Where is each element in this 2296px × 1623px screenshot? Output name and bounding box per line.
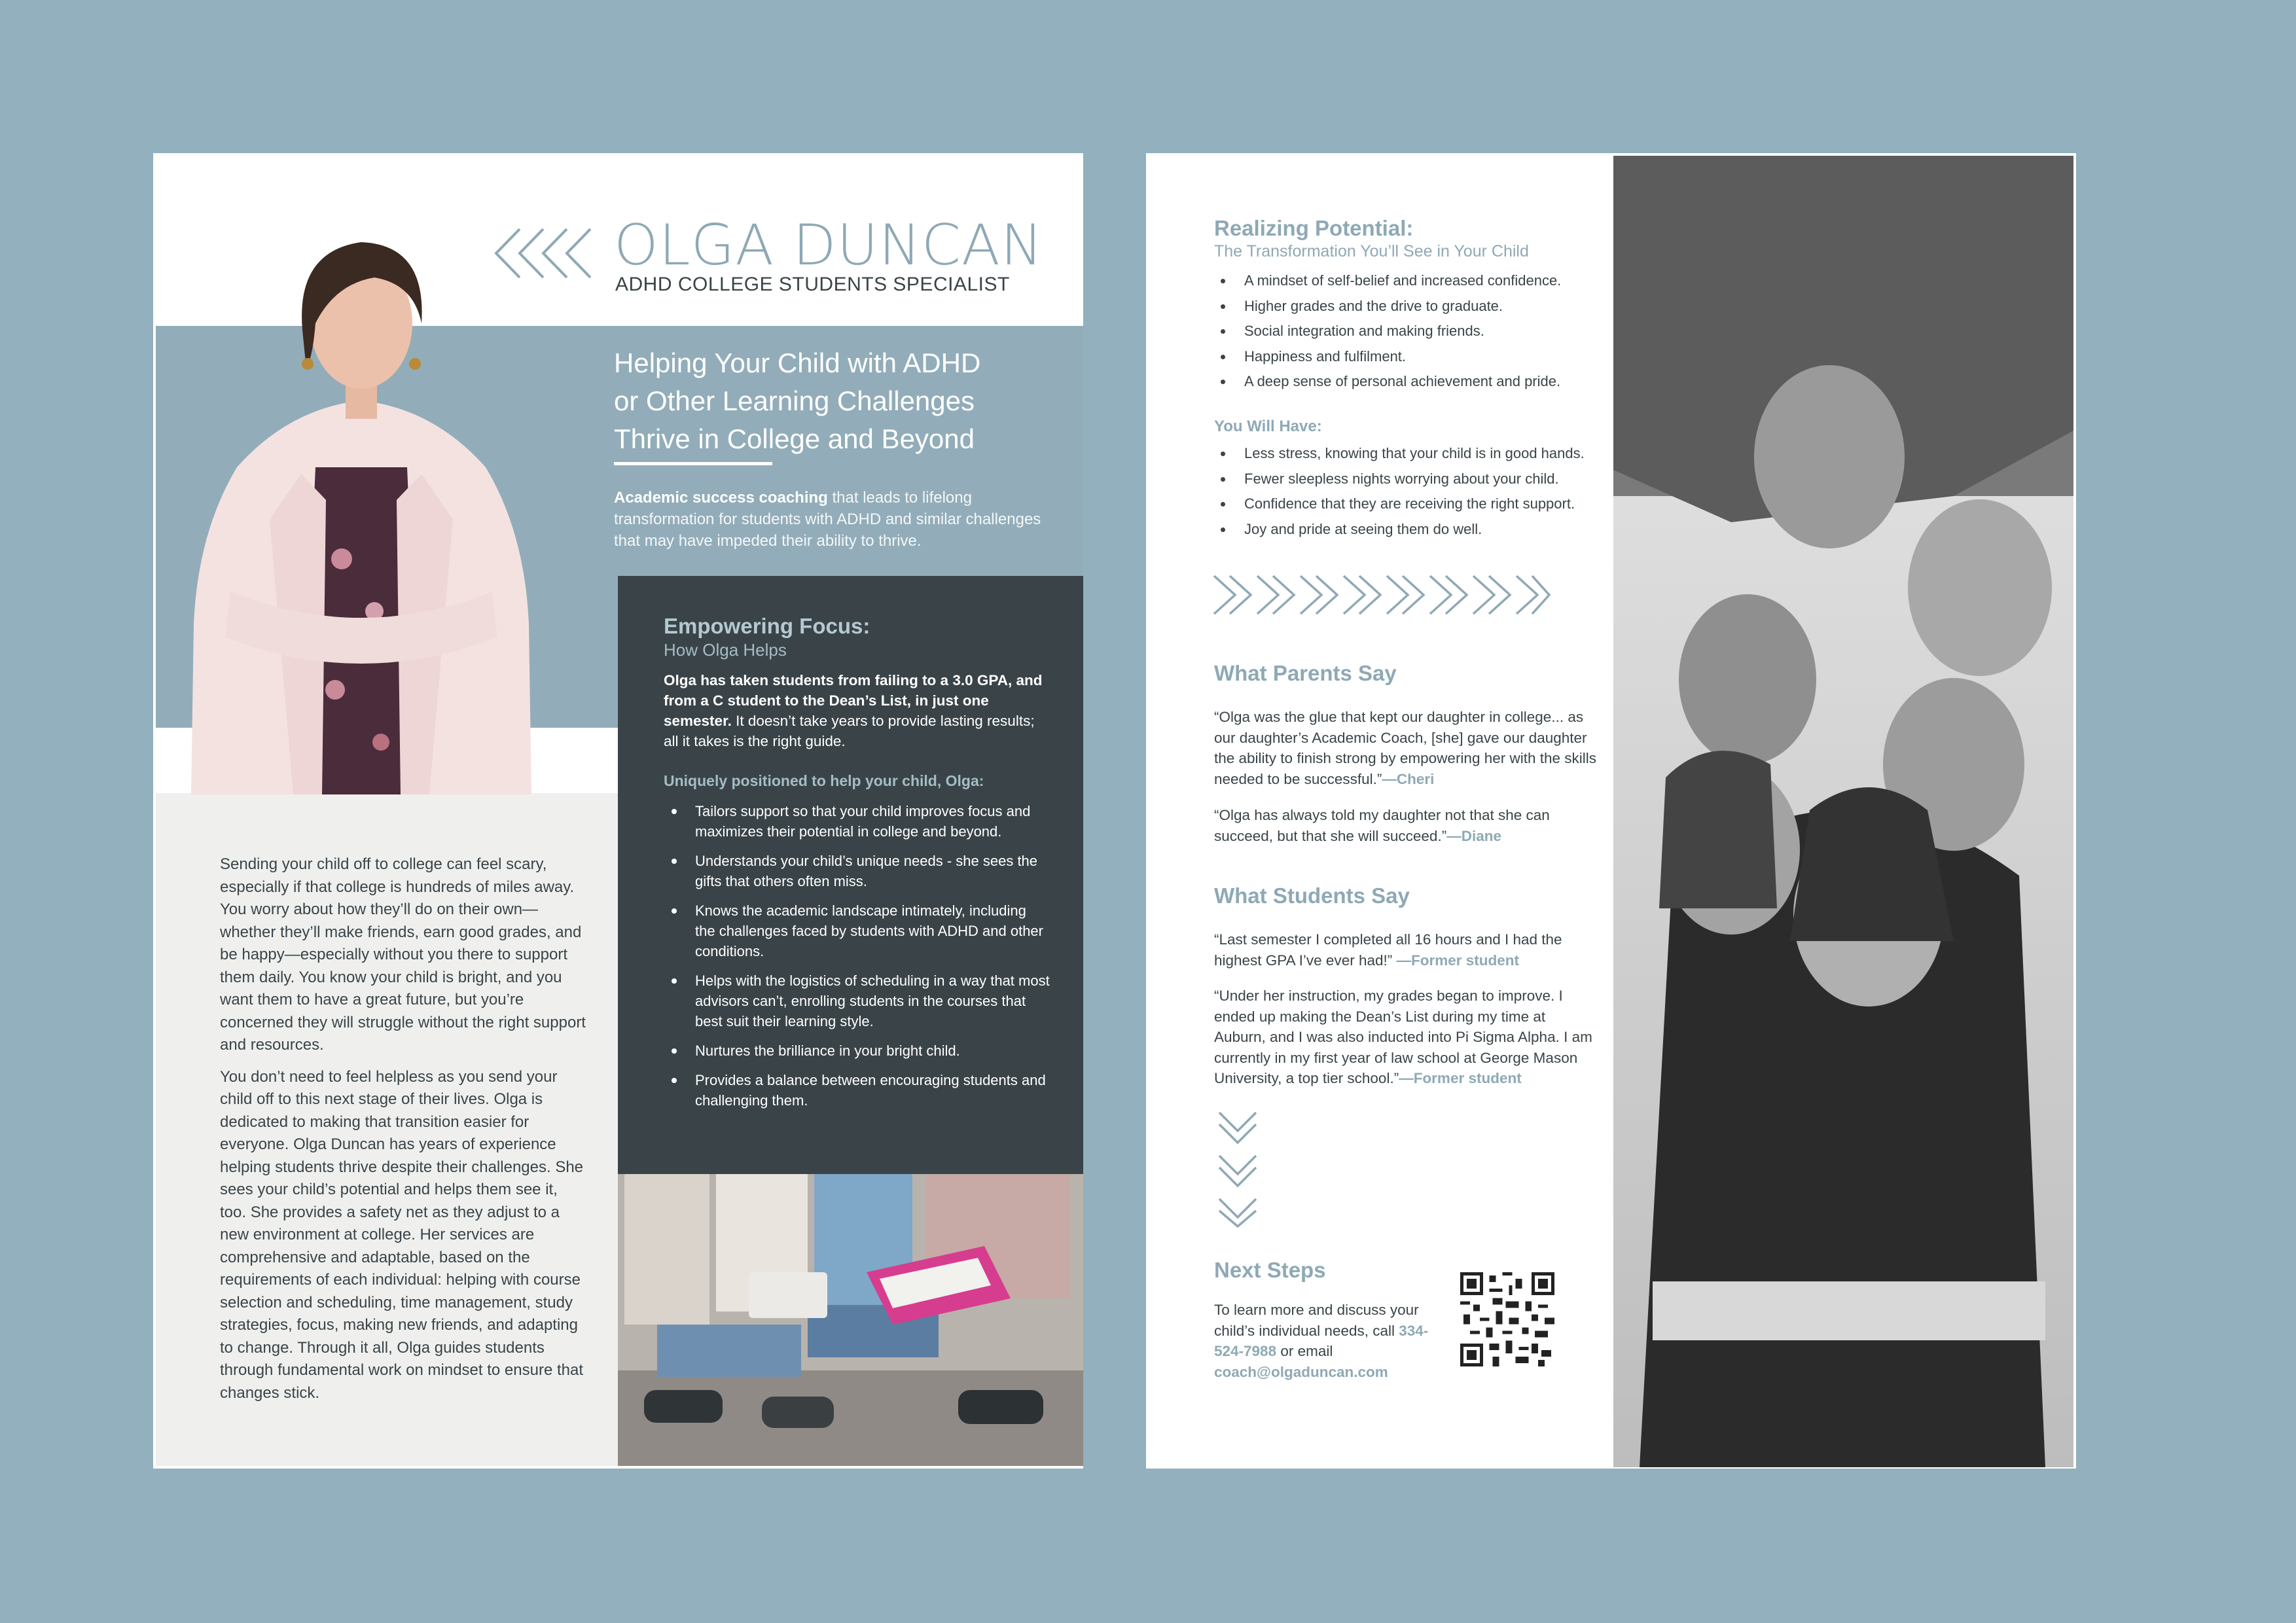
quote-text: “Last semester I completed all 16 hours and I had the highest GPA I’ve ever had!” — [1214, 931, 1562, 969]
name-subtitle: ADHD COLLEGE STUDENTS SPECIALIST — [615, 274, 1010, 295]
realizing-heading: Realizing Potential: — [1214, 216, 1414, 240]
group-students-photo — [1613, 156, 2073, 1467]
you-will-have-list — [1214, 441, 1600, 542]
parents-heading: What Parents Say — [1214, 661, 1397, 685]
hero-heading — [614, 344, 1059, 458]
next-steps-or: or email — [1276, 1343, 1333, 1359]
hero-heading-line: Thrive in College and Beyond — [614, 423, 975, 454]
realizing-subheading: The Transformation You’ll See in Your Child — [1214, 242, 1529, 260]
hero-text-rest: that leads to lifelong transformation for students with ADHD and similar challenges that may have impeded their ability to thrive. — [614, 489, 1041, 550]
chevron-right-icon — [1211, 573, 1552, 616]
realizing-list — [1214, 268, 1600, 395]
students-photo — [618, 1174, 1083, 1466]
right-page — [1146, 153, 2076, 1469]
quote-author: —Former student — [1396, 952, 1519, 969]
uniquely-positioned-heading: Uniquely positioned to help your child, Olga: — [664, 772, 984, 789]
left-page — [153, 153, 1083, 1469]
you-will-have-heading: You Will Have: — [1214, 418, 1322, 435]
list-item: Happiness and fulfilment. — [1214, 344, 1600, 370]
list-item: Knows the academic landscape intimately, including the challenges faced by students with ADHD and other conditions. — [664, 901, 1050, 961]
student-quote — [1214, 929, 1597, 971]
empowering-intro-rest: It doesn’t take years to provide lasting results; all it takes is the right guide. — [664, 713, 1035, 749]
empowering-intro — [664, 670, 1043, 751]
parent-quote — [1214, 805, 1597, 846]
list-item: A deep sense of personal achievement and pride. — [1214, 369, 1600, 395]
qr-code[interactable] — [1460, 1272, 1554, 1366]
list-item: Fewer sleepless nights worrying about your child. — [1214, 467, 1600, 492]
help-list — [664, 801, 1050, 1120]
chevron-down-icon — [1217, 1110, 1259, 1228]
body-paragraph: Sending your child off to college can feel scary, especially if that college is hundreds of miles away. You worry about how they’ll do on their own—whether they’ll make friends, earn good grades, and be happy—especially without you there to support them daily. You know your child is bright, and you want them to have a great future, but you’re concerned they will struggle without the right support and resources. — [220, 855, 586, 1054]
list-item: Joy and pride at seeing them do well. — [1214, 517, 1600, 543]
empowering-subheading: How Olga Helps — [664, 640, 787, 660]
quote-author: —Diane — [1446, 827, 1501, 844]
name-title: OLGA DUNCAN — [614, 213, 1044, 278]
quote-text: “Olga has always told my daughter not that she can succeed, but that she will succeed.” — [1214, 807, 1550, 844]
list-item: Understands your child’s unique needs - she sees the gifts that others often miss. — [664, 851, 1050, 891]
quote-text: “Under her instruction, my grades began to improve. I ended up making the Dean’s List during my time at Auburn, and I was also inducted into Pi Sigma Alpha. I am currently in my first year of law school at George Mason University, a top tier school.” — [1214, 988, 1592, 1086]
list-item: Nurtures the brilliance in your bright child. — [664, 1041, 1050, 1061]
list-item: Provides a balance between encouraging students and challenging them. — [664, 1070, 1050, 1111]
hero-underline — [614, 462, 772, 465]
list-item: Tailors support so that your child improves focus and maximizes their potential in college and beyond. — [664, 801, 1050, 842]
quote-text: “Olga was the glue that kept our daughter in college... as our daughter’s Academic Coach, [she] gave our daughter the ability to finish strong by empowering her with the skills needed to be successful.” — [1214, 709, 1597, 787]
hero-heading-line: or Other Learning Challenges — [614, 385, 975, 416]
empowering-intro-bold: Olga has taken students from failing to a 3.0 GPA, and from a C student to the Dean’s List, in just one semester. — [664, 672, 1043, 729]
list-item: A mindset of self-belief and increased confidence. — [1214, 268, 1600, 294]
list-item: Higher grades and the drive to graduate. — [1214, 294, 1600, 319]
quote-author: —Cheri — [1382, 770, 1435, 787]
list-item: Confidence that they are receiving the right support. — [1214, 491, 1600, 517]
list-item: Social integration and making friends. — [1214, 319, 1600, 344]
body-text — [220, 853, 586, 1414]
quote-author: —Former student — [1399, 1070, 1522, 1086]
list-item: Helps with the logistics of scheduling in a way that most advisors can’t, enrolling students in the courses that best suit their learning style. — [664, 971, 1050, 1031]
hero-text — [614, 487, 1052, 552]
email-link[interactable]: coach@olgaduncan.com — [1214, 1363, 1388, 1380]
next-steps-heading: Next Steps — [1214, 1258, 1326, 1282]
student-quote — [1214, 986, 1597, 1089]
parent-quote — [1214, 707, 1597, 789]
chevron-left-icon — [493, 226, 611, 280]
list-item: Less stress, knowing that your child is in good hands. — [1214, 441, 1600, 467]
students-heading: What Students Say — [1214, 883, 1410, 908]
hero-text-bold: Academic success coaching — [614, 489, 828, 507]
olga-portrait-photo — [178, 192, 545, 794]
next-steps-text — [1214, 1300, 1430, 1382]
phone-link[interactable]: 334-524-7988 — [1214, 1322, 1429, 1359]
next-steps-intro: To learn more and discuss your child’s individual needs, call — [1214, 1302, 1419, 1339]
hero-heading-line: Helping Your Child with ADHD — [614, 348, 981, 378]
body-paragraph: You don’t need to feel helpless as you send your child off to this next stage of their lives. Olga is dedicated to making that transition easier for everyone. Olga Duncan has years of experience helping students thrive despite their challenges. She sees your child’s potential and helps them see it, too. She provides a safety net as they adjust to a new environment at college. Her services are comprehensive and adaptable, based on the requirements of each individual: helping with course selection and scheduling, time management, study strategies, focus, making new friends, and adapting to change. Through it all, Olga guides students through fundamental work on mindset to ensure that changes stick. — [220, 1067, 584, 1402]
empowering-heading: Empowering Focus: — [664, 614, 870, 638]
